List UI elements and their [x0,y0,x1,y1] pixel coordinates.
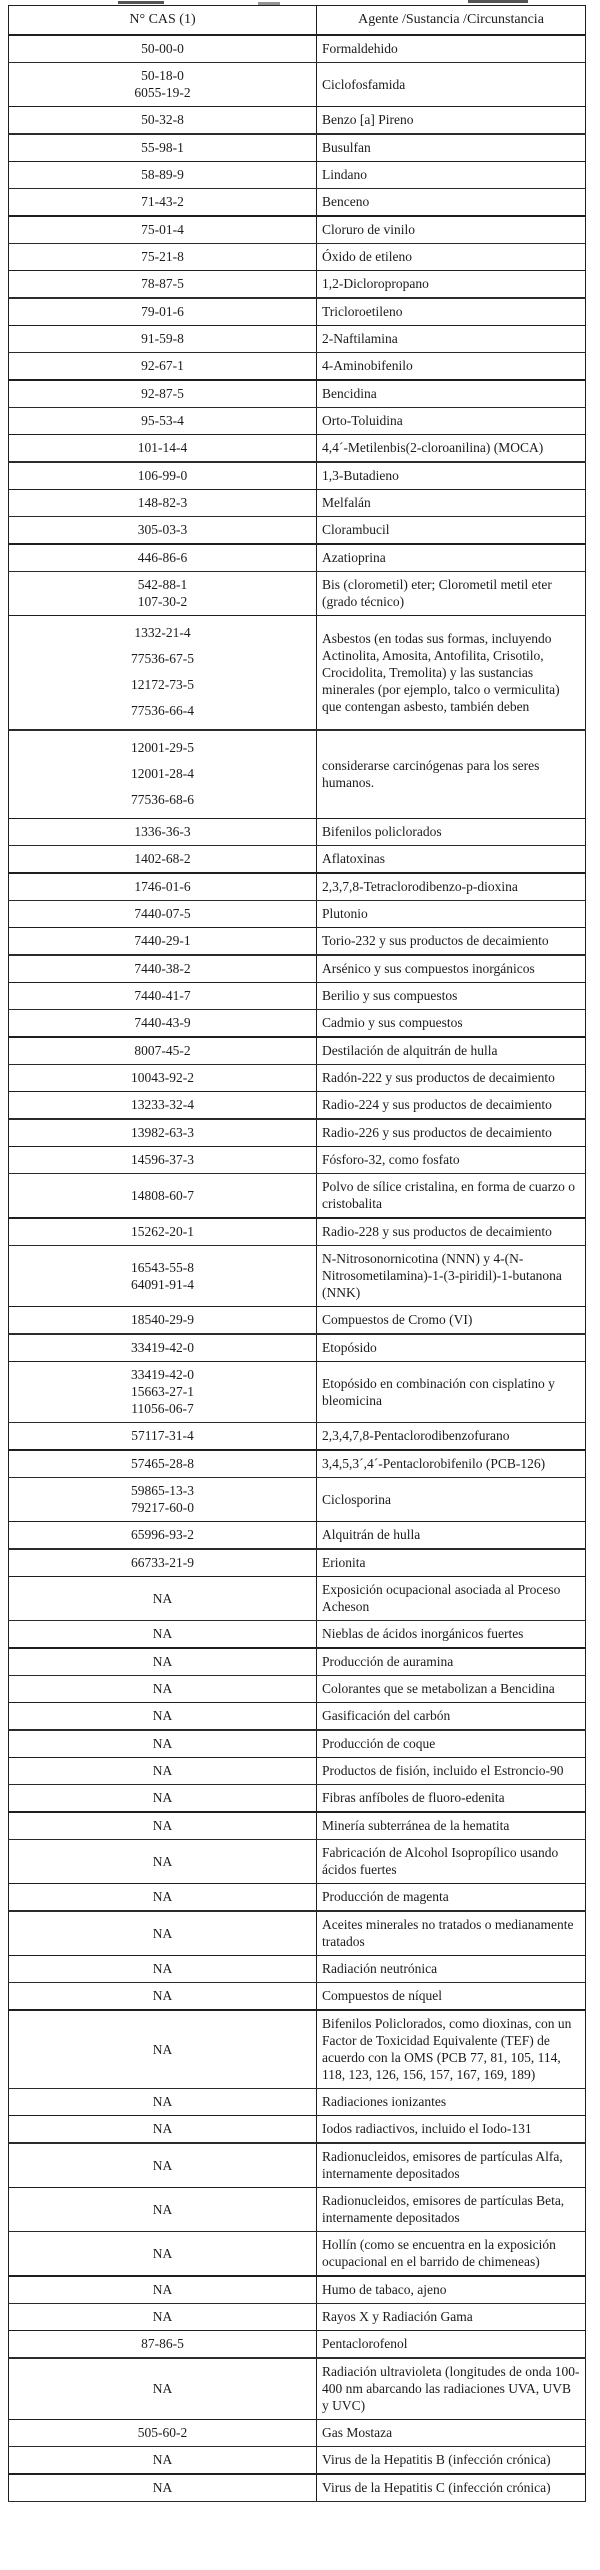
table-row [9,1703,586,1731]
column-header-agent: Agente /Sustancia /Circunstancia [317,6,586,36]
agent-cell: 2,3,7,8-Tetraclorodibenzo-p-dioxina [317,873,586,901]
table-row [9,1956,586,1983]
agent-cell: Fibras anfíboles de fluoro-edenita [317,1785,586,1813]
cas-cell: 55-98-1 [9,134,317,162]
table-row [9,1549,586,1577]
table-row [9,189,586,217]
agent-cell: Radio-224 y sus productos de decaimiento [317,1092,586,1120]
agent-cell: Benzo [a] Pireno [317,107,586,135]
table-row [9,901,586,928]
agent-cell: Ciclosporina [317,1478,586,1522]
cas-cell: NA [9,2358,317,2420]
agent-cell: Radiación neutrónica [317,1956,586,1983]
agent-cell: Minería subterránea de la hematita [317,1812,586,1840]
cas-cell: 92-87-5 [9,380,317,408]
table-row [9,1648,586,1676]
cas-cell: 75-21-8 [9,244,317,271]
agent-cell: 1,3-Butadieno [317,462,586,490]
table-row [9,1730,586,1758]
table-row [9,2331,586,2359]
cas-cell: 10043-92-2 [9,1065,317,1092]
table-row [9,462,586,490]
cas-cell: 148-82-3 [9,490,317,517]
agent-cell: Radio-228 y sus productos de decaimiento [317,1218,586,1246]
table-row [9,1884,586,1912]
agent-cell: Nieblas de ácidos inorgánicos fuertes [317,1621,586,1649]
agent-cell: Aflatoxinas [317,846,586,874]
table-row [9,1577,586,1621]
agent-cell: Bifenilos policlorados [317,819,586,846]
cas-cell: 75-01-4 [9,216,317,244]
table-row [9,1676,586,1703]
cas-cell: NA [9,1758,317,1785]
cas-cell: NA [9,1703,317,1731]
cas-cell: NA [9,1785,317,1813]
table-row [9,1246,586,1307]
agent-cell: Producción de auramina [317,1648,586,1676]
cas-cell: 1402-68-2 [9,846,317,874]
cas-cell: 7440-07-5 [9,901,317,928]
agent-cell: Producción de coque [317,1730,586,1758]
table-row [9,1174,586,1219]
table-row [9,2358,586,2420]
table-row [9,1911,586,1956]
agent-cell: Arsénico y sus compuestos inorgánicos [317,955,586,983]
cas-cell: NA [9,2089,317,2116]
cas-cell: 50-32-8 [9,107,317,135]
cas-cell: 58-89-9 [9,162,317,189]
cas-cell: 91-59-8 [9,326,317,353]
agent-cell: Melfalán [317,490,586,517]
table-row [9,1450,586,1478]
agent-cell: Iodos radiactivos, incluido el Iodo-131 [317,2116,586,2144]
cas-cell: 18540-29-9 [9,1307,317,1335]
agent-cell: 2-Naftilamina [317,326,586,353]
agent-cell: 1,2-Dicloropropano [317,271,586,299]
table-row [9,1758,586,1785]
table-row [9,298,586,326]
cas-cell: 7440-43-9 [9,1010,317,1038]
agent-cell: Aceites minerales no tratados o medianamente tratados [317,1911,586,1956]
cas-cell: NA [9,1884,317,1912]
cas-cell: 59865-13-3 79217-60-0 [9,1478,317,1522]
table-row [9,517,586,545]
table-row [9,1983,586,2011]
agent-cell: considerarse carcinógenas para los seres humanos. [317,730,586,819]
agent-cell: Cadmio y sus compuestos [317,1010,586,1038]
cas-cell: NA [9,1730,317,1758]
cas-cell: 92-67-1 [9,353,317,381]
cas-cell: 7440-38-2 [9,955,317,983]
table-row [9,353,586,381]
cas-cell: 7440-41-7 [9,983,317,1010]
cas-cell: NA [9,2188,317,2232]
cas-cell: 12001-29-5 12001-28-4 77536-68-6 [9,730,317,819]
table-row [9,63,586,107]
agent-cell: Orto-Toluidina [317,408,586,435]
cas-cell: NA [9,2474,317,2502]
cas-cell: 101-14-4 [9,435,317,463]
agent-cell: Alquitrán de hulla [317,1522,586,1550]
table-row [9,216,586,244]
cas-cell: NA [9,1621,317,1649]
cas-cell: NA [9,1911,317,1956]
agent-cell: Destilación de alquitrán de hulla [317,1037,586,1065]
table-row [9,408,586,435]
table-row [9,616,586,731]
agent-cell: Radiación ultravioleta (longitudes de onda 100-400 nm abarcando las radiaciones UVA, UVB y UVC) [317,2358,586,2420]
agent-cell: Azatioprina [317,544,586,572]
agent-cell: Hollín (como se encuentra en la exposición ocupacional en el barrido de chimeneas) [317,2232,586,2277]
agent-cell: Berilio y sus compuestos [317,983,586,1010]
table-row [9,2116,586,2144]
agent-cell: N-Nitrosonornicotina (NNN) y 4-(N-Nitrosometilamina)-1-(3-piridil)-1-butanona (NNK) [317,1246,586,1307]
table-row [9,162,586,189]
agent-cell: Radón-222 y sus productos de decaimiento [317,1065,586,1092]
cas-cell: 66733-21-9 [9,1549,317,1577]
agent-cell: Radionucleidos, emisores de partículas Beta, internamente depositados [317,2188,586,2232]
cas-cell: 15262-20-1 [9,1218,317,1246]
cas-cell: 95-53-4 [9,408,317,435]
cas-cell: 33419-42-0 [9,1334,317,1362]
table-row [9,1423,586,1451]
table-row [9,572,586,616]
table-row [9,2089,586,2116]
cas-cell: 87-86-5 [9,2331,317,2359]
table-row [9,1840,586,1884]
cas-cell: 446-86-6 [9,544,317,572]
table-row [9,928,586,956]
cas-cell: 1336-36-3 [9,819,317,846]
table-row [9,107,586,135]
table-row [9,846,586,874]
cas-cell: NA [9,2447,317,2475]
agent-cell: Gas Mostaza [317,2420,586,2447]
table-row [9,2304,586,2331]
table-row [9,819,586,846]
agent-cell: Fabricación de Alcohol Isopropílico usando ácidos fuertes [317,1840,586,1884]
cas-cell: 78-87-5 [9,271,317,299]
scan-artifact [118,1,164,4]
cas-cell: 8007-45-2 [9,1037,317,1065]
agent-cell: Radiaciones ionizantes [317,2089,586,2116]
agent-cell: Virus de la Hepatitis B (infección crónica) [317,2447,586,2475]
table-row [9,326,586,353]
agent-cell: Plutonio [317,901,586,928]
cas-cell: 542-88-1 107-30-2 [9,572,317,616]
table-row [9,544,586,572]
agent-cell: Pentaclorofenol [317,2331,586,2359]
cas-cell: 305-03-3 [9,517,317,545]
cas-cell: 1332-21-4 77536-67-5 12172-73-5 77536-66-4 [9,616,317,731]
table-row [9,1785,586,1813]
table-row [9,1812,586,1840]
cas-cell: NA [9,1812,317,1840]
agent-cell: Radio-226 y sus productos de decaimiento [317,1119,586,1147]
agent-cell: Exposición ocupacional asociada al Proceso Acheson [317,1577,586,1621]
table-row [9,134,586,162]
table-row [9,983,586,1010]
cas-cell: 13233-32-4 [9,1092,317,1120]
agent-cell: Etopósido [317,1334,586,1362]
scan-artifact [468,0,528,3]
cas-cell: NA [9,2304,317,2331]
agent-cell: Colorantes que se metabolizan a Bencidina [317,1676,586,1703]
table-row [9,1621,586,1649]
agent-cell: Cloruro de vinilo [317,216,586,244]
agent-cell: 4,4´-Metilenbis(2-cloroanilina) (MOCA) [317,435,586,463]
agent-cell: Bifenilos Policlorados, como dioxinas, con un Factor de Toxicidad Equivalente (TEF) de acuerdo con la OMS (PCB 77, 81, 105, 114, 118, 123, 126, 156, 157, 167, 169, 189) [317,2010,586,2089]
agent-cell: Bis (clorometil) eter; Clorometil metil eter (grado técnico) [317,572,586,616]
agent-cell: Polvo de sílice cristalina, en forma de cuarzo o cristobalita [317,1174,586,1219]
table-row [9,1119,586,1147]
agent-cell: Bencidina [317,380,586,408]
agent-cell: Radionucleidos, emisores de partículas Alfa, internamente depositados [317,2143,586,2188]
cas-cell: 106-99-0 [9,462,317,490]
cas-cell: 57465-28-8 [9,1450,317,1478]
carcinogen-table [8,5,586,2502]
agent-cell: Torio-232 y sus productos de decaimiento [317,928,586,956]
table-row [9,1522,586,1550]
table-row [9,1218,586,1246]
agent-cell: Producción de magenta [317,1884,586,1912]
agent-cell: Asbestos (en todas sus formas, incluyendo Actinolita, Amosita, Antofilita, Crisotilo, Crocidolita, Tremolita) y las sustancias minerales (por ejemplo, talco o vermiculita) que contengan asbesto, también deben [317,616,586,731]
table-row [9,1478,586,1522]
table-row [9,2447,586,2475]
agent-cell: Rayos X y Radiación Gama [317,2304,586,2331]
cas-cell: 50-18-0 6055-19-2 [9,63,317,107]
table-row [9,873,586,901]
agent-cell: 3,4,5,3´,4´-Pentaclorobifenilo (PCB-126) [317,1450,586,1478]
table-row [9,1307,586,1335]
table-row [9,490,586,517]
table-body [9,35,586,2502]
agent-cell: Benceno [317,189,586,217]
table-row [9,35,586,63]
table-row [9,435,586,463]
table-row [9,271,586,299]
agent-cell: Lindano [317,162,586,189]
table-row [9,1010,586,1038]
cas-cell: NA [9,1983,317,2011]
table-row [9,2474,586,2502]
agent-cell: Tricloroetileno [317,298,586,326]
cas-cell: NA [9,2276,317,2304]
table-row [9,955,586,983]
table-row [9,244,586,271]
table-row [9,2232,586,2277]
agent-cell: Etopósido en combinación con cisplatino y bleomicina [317,1362,586,1423]
cas-cell: NA [9,2143,317,2188]
table-row [9,1037,586,1065]
cas-cell: NA [9,1840,317,1884]
table-row [9,1147,586,1174]
cas-cell: NA [9,2116,317,2144]
cas-cell: 65996-93-2 [9,1522,317,1550]
agent-cell: Compuestos de Cromo (VI) [317,1307,586,1335]
agent-cell: Humo de tabaco, ajeno [317,2276,586,2304]
table-row [9,2420,586,2447]
cas-cell: 14596-37-3 [9,1147,317,1174]
table-row [9,2010,586,2089]
agent-cell: Erionita [317,1549,586,1577]
cas-cell: NA [9,1676,317,1703]
agent-cell: Gasificación del carbón [317,1703,586,1731]
cas-cell: 16543-55-8 64091-91-4 [9,1246,317,1307]
cas-cell: 50-00-0 [9,35,317,63]
cas-cell: NA [9,1648,317,1676]
cas-cell: 79-01-6 [9,298,317,326]
agent-cell: 2,3,4,7,8-Pentaclorodibenzofurano [317,1423,586,1451]
cas-cell: NA [9,2010,317,2089]
table-row [9,1065,586,1092]
table-row [9,1334,586,1362]
agent-cell: 4-Aminobifenilo [317,353,586,381]
cas-cell: 1746-01-6 [9,873,317,901]
agent-cell: Virus de la Hepatitis C (infección crónica) [317,2474,586,2502]
cas-cell: NA [9,1956,317,1983]
cas-cell: 13982-63-3 [9,1119,317,1147]
agent-cell: Fósforo-32, como fosfato [317,1147,586,1174]
column-header-cas: N° CAS (1) [9,6,317,36]
agent-cell: Busulfan [317,134,586,162]
table-row [9,730,586,819]
cas-cell: 57117-31-4 [9,1423,317,1451]
agent-cell: Óxido de etileno [317,244,586,271]
agent-cell: Clorambucil [317,517,586,545]
table-row [9,1362,586,1423]
cas-cell: 71-43-2 [9,189,317,217]
agent-cell: Compuestos de níquel [317,1983,586,2011]
cas-cell: 14808-60-7 [9,1174,317,1219]
table-header-row [9,6,586,36]
cas-cell: 505-60-2 [9,2420,317,2447]
agent-cell: Productos de fisión, incluido el Estroncio-90 [317,1758,586,1785]
table-row [9,2188,586,2232]
table-row [9,1092,586,1120]
table-row [9,2276,586,2304]
agent-cell: Ciclofosfamida [317,63,586,107]
table-row [9,2143,586,2188]
cas-cell: 33419-42-0 15663-27-1 11056-06-7 [9,1362,317,1423]
cas-cell: NA [9,1577,317,1621]
cas-cell: 7440-29-1 [9,928,317,956]
cas-cell: NA [9,2232,317,2277]
table-row [9,380,586,408]
agent-cell: Formaldehido [317,35,586,63]
